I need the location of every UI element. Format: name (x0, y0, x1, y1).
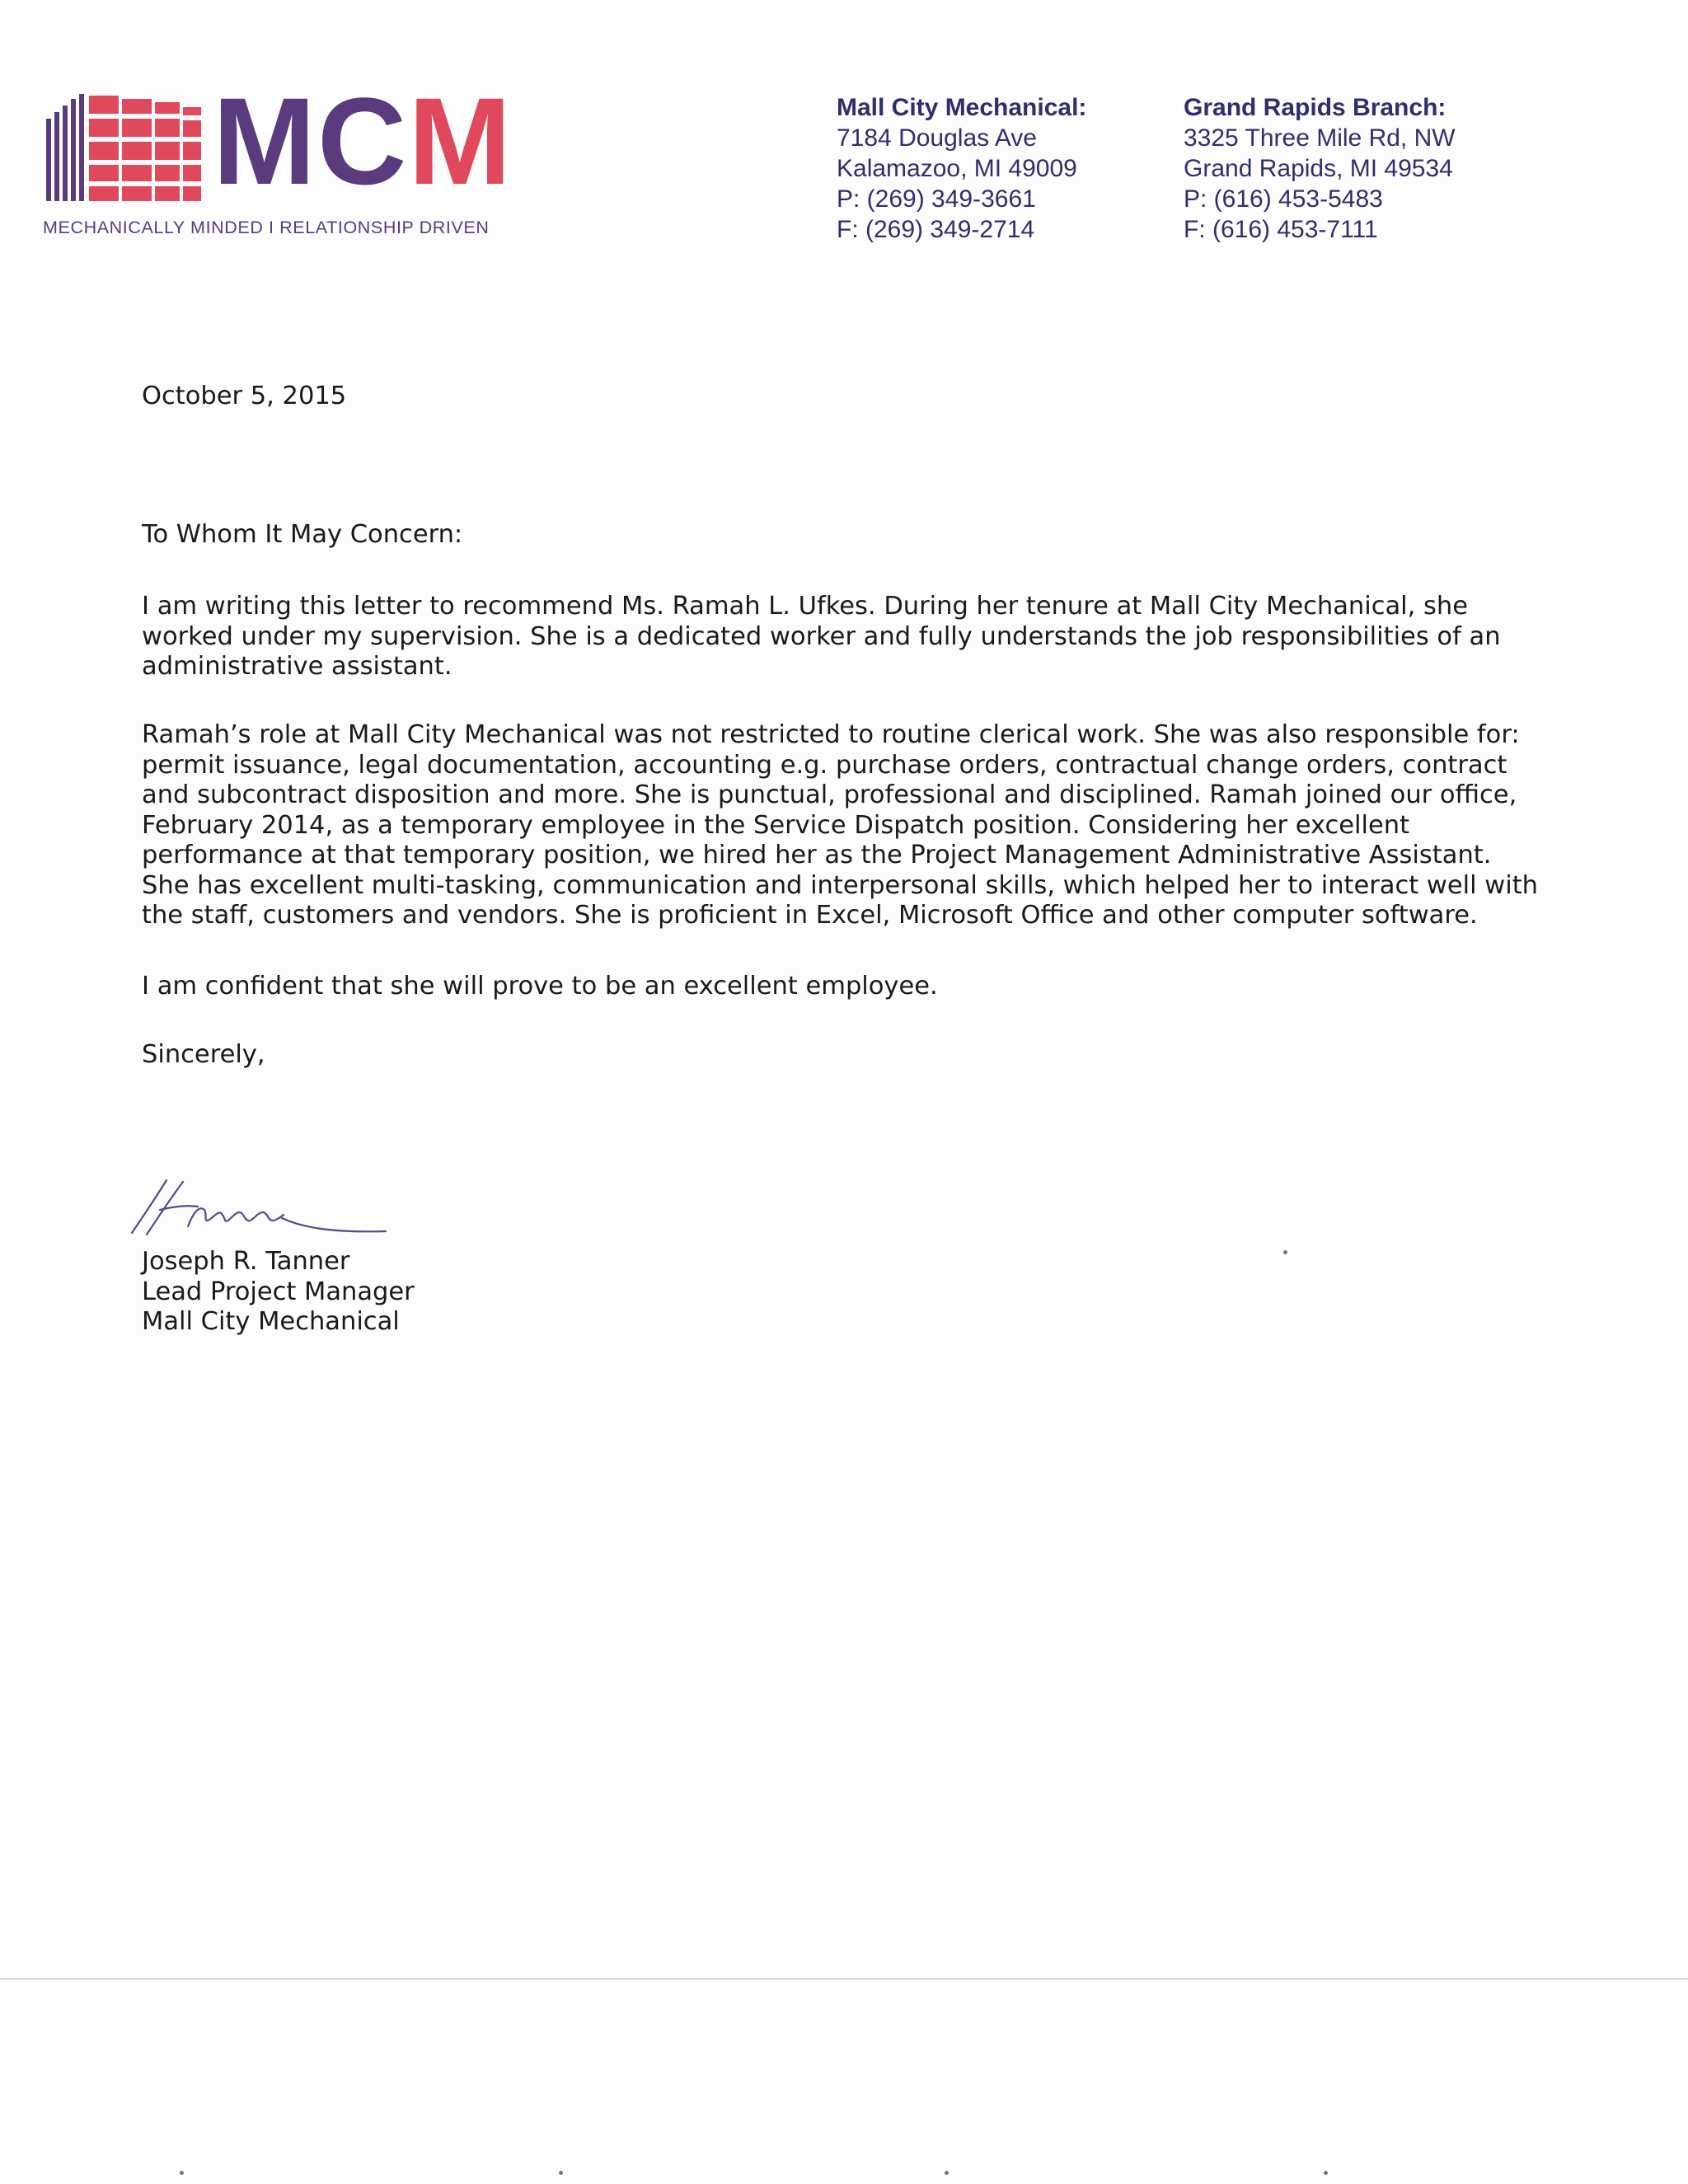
scan-speck (180, 2171, 184, 2175)
branch-office-phone: P: (616) 453-5483 (1184, 185, 1383, 213)
main-office-heading: Mall City Mechanical: (837, 94, 1087, 121)
signer-company: Mall City Mechanical (142, 1307, 400, 1336)
scan-speck (559, 2171, 563, 2175)
paragraph-text: I am writing this letter to recommend Ms. Ramah L. Ufkes. During her tenure at Mall City Mechanical, she worked under my supervision. She is a dedicated worker and fully understands the job responsibilities of an administrative assistant. (142, 592, 1501, 681)
branch-office-fax: F: (616) 453-7111 (1184, 216, 1378, 243)
main-office-fax: F: (269) 349-2714 (837, 216, 1035, 243)
letter-paragraph (142, 592, 1543, 682)
branch-office-street: 3325 Three Mile Rd, NW (1184, 124, 1456, 152)
main-office-street: 7184 Douglas Ave (837, 124, 1037, 152)
scan-speck (945, 2171, 949, 2175)
letter-date: October 5, 2015 (142, 382, 347, 410)
building-logo-icon (43, 91, 208, 206)
scan-speck (1283, 1250, 1287, 1254)
paragraph-text: Ramah’s role at Mall City Mechanical was not restricted to routine clerical work. She was also responsible for: permit issuance, legal documentation, accounting e.g. purchase orders, contractual change orders, contract and subcontract disposition and more. She is punctual, professional and disciplined. Ramah joined our office, February 2014, as a temporary employee in the Service Dispatch position. Considering her excellent performance at that temporary position, we hired her as the Project Management Administrative Assistant. She has excellent multi-tasking, communication and interpersonal skills, which helped her to interact well with the staff, customers and vendors. She is proficient in Excel, Microsoft Office and other computer software. (142, 720, 1538, 930)
letter-paragraph (142, 972, 1543, 1002)
letter-paragraph (142, 720, 1543, 931)
branch-office-heading: Grand Rapids Branch: (1184, 94, 1447, 121)
main-office-address (837, 92, 1086, 245)
signer-title: Lead Project Manager (142, 1277, 415, 1306)
logo-tagline: MECHANICALLY MINDED I RELATIONSHIP DRIVEN (43, 218, 490, 237)
main-office-phone: P: (269) 349-3661 (837, 185, 1036, 213)
paragraph-text: I am confident that she will prove to be an excellent employee. (142, 972, 938, 1001)
letter-salutation: To Whom It May Concern: (142, 520, 463, 549)
signer-name: Joseph R. Tanner (142, 1247, 350, 1276)
letter-closing: Sincerely, (142, 1040, 265, 1069)
company-logo (43, 72, 513, 247)
logo-wordmark: MCM (213, 72, 513, 210)
scan-speck (1324, 2171, 1328, 2175)
branch-office-city: Grand Rapids, MI 49534 (1184, 155, 1453, 182)
main-office-city: Kalamazoo, MI 49009 (837, 155, 1077, 182)
branch-office-address (1184, 92, 1456, 245)
handwritten-signature (124, 1169, 396, 1243)
signer-block (142, 1247, 415, 1338)
page-fold-line (0, 1978, 1688, 1980)
